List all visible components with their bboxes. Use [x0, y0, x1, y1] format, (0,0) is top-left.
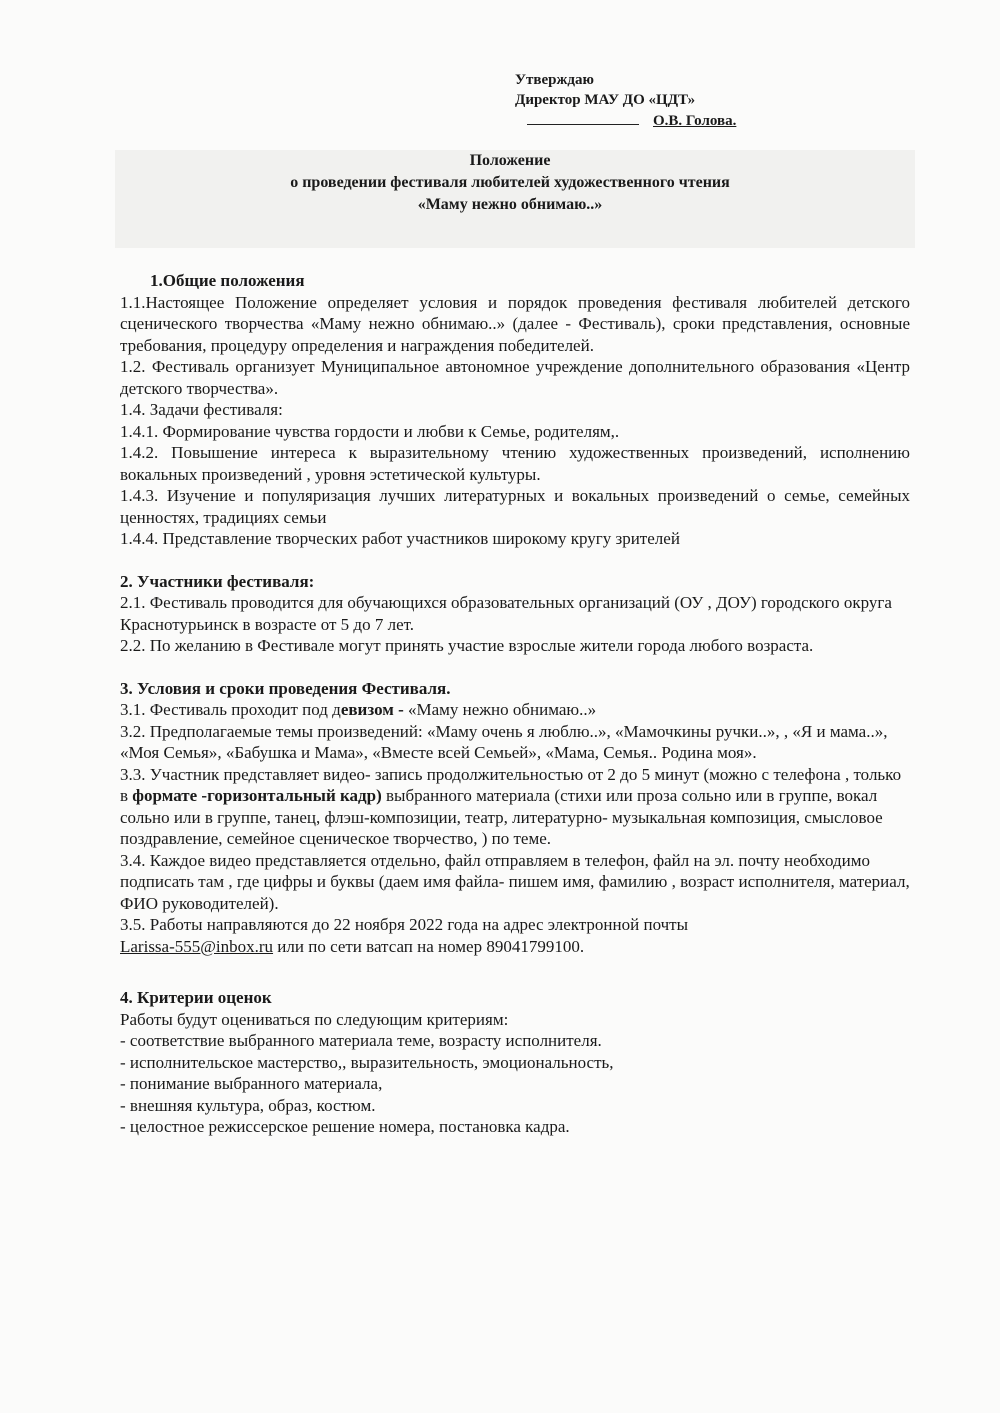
criteria-item: - исполнительское мастерство,, выразительность, эмоциональность,	[120, 1052, 614, 1072]
section-2-heading: 2. Участники фестиваля:	[120, 571, 315, 591]
title-line-2: о проведении фестиваля любителей художественного чтения	[290, 174, 730, 191]
title-line-1: Положение	[469, 152, 551, 169]
paragraph-1-4-1: 1.4.1. Формирование чувства гордости и любви к Семье, родителям,.	[120, 421, 620, 441]
approval-label: Утверждаю	[515, 72, 594, 88]
p3-1-motto: «Маму нежно обнимаю..»	[408, 700, 597, 719]
paragraph-1-1: 1.1.Настоящее Положение определяет условия и порядок проведения фестиваля любителей детского сценического творчества «Маму нежно обнимаю..» (далее - Фестиваль), сроки представления, основные требования, процедуру определения и награждения победителей.	[120, 292, 910, 355]
paragraph-3-5	[120, 914, 910, 957]
approval-name: О.В. Голова.	[653, 113, 737, 129]
paragraph-3-3	[120, 764, 910, 850]
paragraph-2-2: 2.2. По желанию в Фестивале могут принять участие взрослые жители города любого возраста.	[120, 636, 814, 655]
paragraph-3-1	[120, 699, 910, 721]
criteria-item: - соответствие выбранного материала теме, возрасту исполнителя.	[120, 1031, 602, 1050]
p3-1-start: 3.1. Фестиваль проходит под д	[120, 700, 341, 719]
paragraph-1-4-2: 1.4.2. Повышение интереса к выразительному чтению художественных произведений, исполнению вокальных произведений , уровня эстетической культуры.	[120, 443, 910, 484]
criteria-intro: Работы будут оцениваться по следующим критериям:	[120, 1009, 509, 1029]
section-3-heading: 3. Условия и сроки проведения Фестиваля.	[120, 678, 451, 698]
p3-3-rest: выбранного материала (стихи или проза сольно или в группе, вокал сольно или в группе, танец, флэш-композиции, театр, литературно- музыкальная композиция, смысловое поздравление, семейное сценическое творчество, ) по теме.	[120, 786, 883, 848]
signature-line	[527, 110, 639, 125]
approval-block	[515, 70, 736, 131]
paragraph-2-1: 2.1. Фестиваль проводится для обучающихся образовательных организаций (ОУ , ДОУ) городского округа Краснотурьинск в возрасте от 5 до 7 лет.	[120, 593, 892, 634]
criteria-item: - целостное режиссерское решение номера, постановка кадра.	[120, 1117, 570, 1136]
p3-3-format: формате -горизонтальный кадр)	[132, 786, 382, 805]
document-body	[120, 270, 910, 1138]
paragraph-1-2: 1.2. Фестиваль организует Муниципальное автономное учреждение дополнительного образования «Центр детского творчества».	[120, 357, 910, 398]
document-title	[200, 150, 820, 216]
title-line-3: «Маму нежно обнимаю..»	[417, 196, 603, 213]
p3-5-rest: или по сети ватсап на номер 89041799100.	[273, 936, 585, 956]
paragraph-1-4-4: 1.4.4. Представление творческих работ участников широкому кругу зрителей	[120, 529, 680, 548]
approval-signature	[515, 110, 736, 131]
p3-3-start: 3.3. Участник представляет видео- запись продолжительностью от 2 до 5 минут (можно с телефона , только в	[120, 764, 902, 805]
paragraph-1-4-3: 1.4.3. Изучение и популяризация лучших литературных и вокальных произведений о семье, семейных ценностях, традициях семьи	[120, 486, 910, 527]
email-link[interactable]: Larissa-555@inbox.ru	[120, 936, 274, 956]
approval-position: Директор МАУ ДО «ЦДТ»	[515, 92, 696, 108]
p3-1-motto-label: евизом -	[340, 700, 408, 719]
criteria-item: - понимание выбранного материала,	[120, 1074, 383, 1093]
paragraph-1-4: 1.4. Задачи фестиваля:	[120, 400, 283, 419]
p3-5-start: 3.5. Работы направляются до 22 ноября 2022 года на адрес электронной почты	[120, 915, 689, 934]
section-1-heading: 1.Общие положения	[150, 271, 305, 290]
criteria-item: - внешняя культура, образ, костюм.	[120, 1095, 376, 1115]
section-4-heading: 4. Критерии оценок	[120, 988, 272, 1007]
paragraph-3-2: 3.2. Предполагаемые темы произведений: «Маму очень я люблю..», «Мамочкины ручки..», , «Я и мама..», «Моя Семья», «Бабушка и Мама», «Вместе всей Семьей», «Мама, Семья.. Родина моя».	[120, 721, 888, 762]
paragraph-3-4: 3.4. Каждое видео представляется отдельно, файл отправляем в телефон, файл на эл. почту необходимо подписать там , где цифры и буквы (даем имя файла- пишем имя, фамилию , возраст исполнителя, материал, ФИО руководителей).	[120, 850, 910, 913]
